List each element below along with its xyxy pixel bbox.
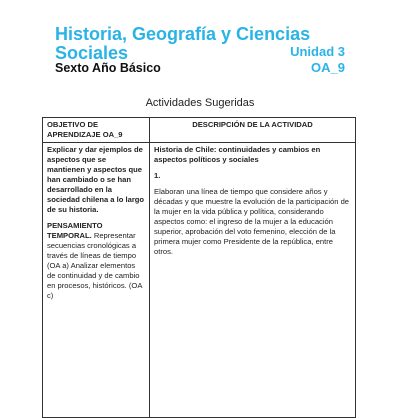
- table-header-row: [43, 118, 356, 143]
- activity-text: Elaboran una línea de tiempo que considere años y décadas y que muestre la evolución de la participación de la mujer en la vida pública y política, considerando aspectos como: el ingreso de la mujer a la educación superior, aprobación del voto femenino, elección de la primera mujer como Presidente de la república, entre otros.: [154, 187, 350, 256]
- activity-cell: [150, 143, 356, 418]
- skill-label: PENSAMIENTO TEMPORAL.: [47, 221, 103, 240]
- unit-label: [290, 44, 345, 76]
- table-row: [43, 143, 356, 418]
- title-line-1: Historia, Geografía y Ciencias: [55, 24, 311, 44]
- unit-number: Unidad 3: [290, 44, 345, 59]
- activity-title: Historia de Chile: continuidades y cambios en aspectos políticos y sociales: [154, 145, 321, 164]
- grade-subtitle: Sexto Año Básico: [55, 61, 161, 75]
- skill-description: Representar secuencias cronológicas a través de líneas de tiempo (OA a) Analizar elementos de continuidad y de cambio en procesos, históricos. (OA c): [47, 231, 142, 300]
- objective-text: Explicar y dar ejemplos de aspectos que se mantienen y aspectos que han cambiado o se han desarrollado en la sociedad chilena a lo largo de su historia.: [47, 145, 145, 214]
- skill-text: [47, 221, 145, 301]
- objective-cell: [43, 143, 150, 418]
- activity-number: 1.: [154, 171, 161, 180]
- section-title: Actividades Sugeridas: [145, 97, 255, 109]
- description-column-header: DESCRIPCIÓN DE LA ACTIVIDAD: [150, 118, 356, 143]
- activities-table: [42, 117, 356, 418]
- objective-column-header: OBJETIVO DE APRENDIZAJE OA_9: [43, 118, 150, 143]
- oa-code: OA_9: [311, 60, 345, 75]
- document-title: [55, 25, 310, 63]
- title-line-2: Sociales: [55, 43, 129, 63]
